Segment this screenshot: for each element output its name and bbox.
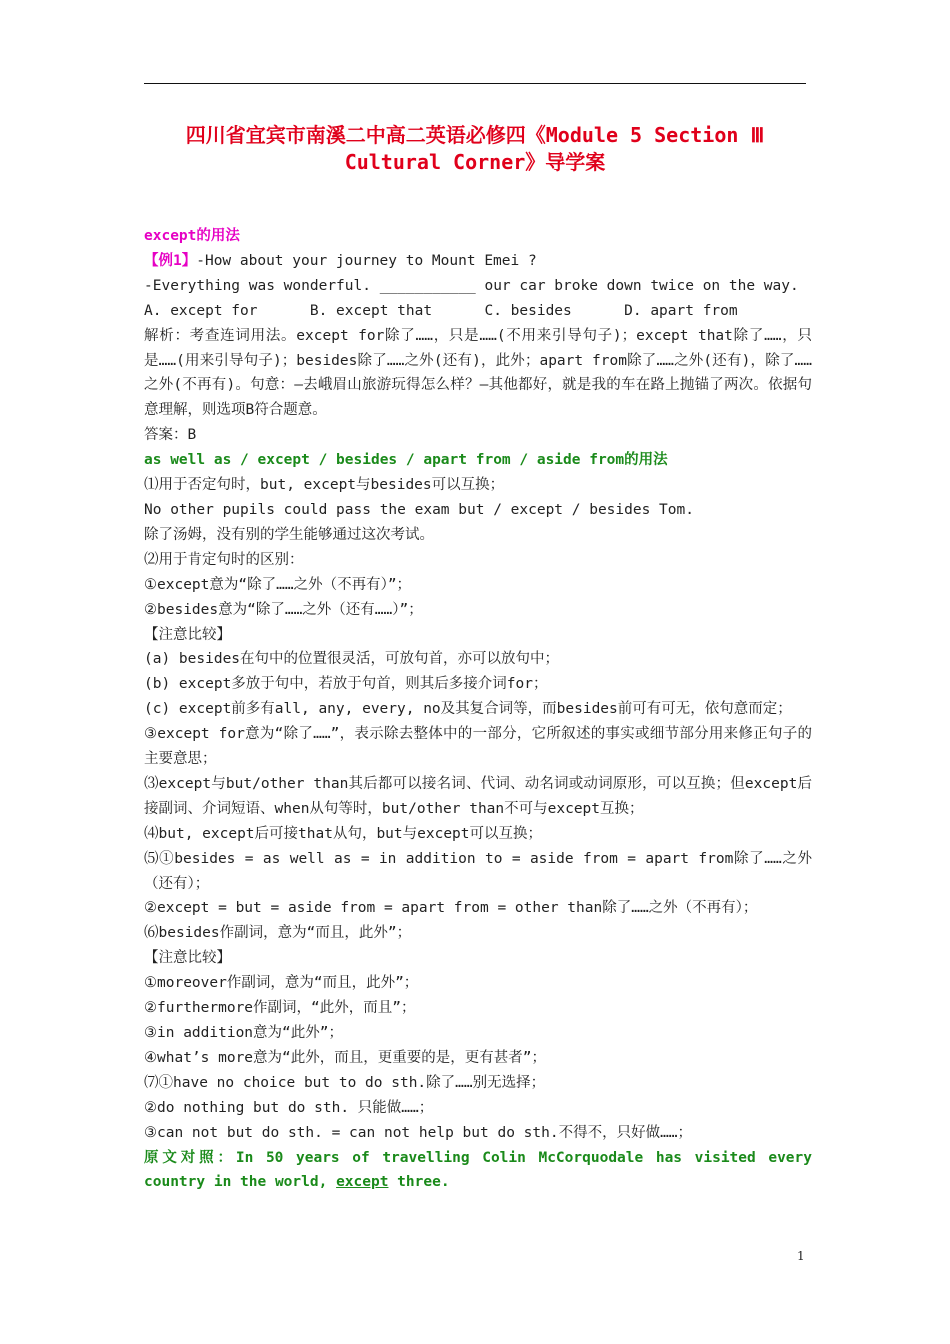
original-text-end: three. [388, 1174, 450, 1191]
header-rule [144, 83, 806, 84]
rule-5-item-1: ⑸①besides = as well as = in addition to = aside from = apart from除了……之外（还有）； [144, 850, 812, 892]
section-heading-except: except的用法 [144, 228, 240, 244]
rule-4: ⑷but, except后可接that从句，but与except可以互换； [144, 825, 543, 842]
title-line-2: Cultural Corner》导学案 [344, 150, 606, 174]
rule-7-item-3: ③can not but do sth. = can not help but do sth.不得不，只好做……； [144, 1124, 693, 1141]
section-heading-usage: as well as / except / besides / apart from / aside from的用法 [144, 452, 668, 469]
compare-item-a: (a) besides在句中的位置很灵活，可放句首，亦可以放句中； [144, 651, 560, 668]
compare-item-c: (c) except前多有all, any, every, no及其复合词等，而besides前可有可无，依句意而定； [144, 701, 792, 718]
compare-heading-2: 【注意比较】 [144, 950, 231, 967]
rule-5-item-2: ②except = but = aside from = apart from = other than除了……之外（不再有）； [144, 900, 758, 917]
rule-2-item-2: ②besides意为“除了……之外（还有……）”； [144, 601, 423, 618]
compare-furthermore: ②furthermore作副词，“此外，而且”； [144, 1000, 416, 1017]
compare-whats-more: ④what’s more意为“此外，而且，更重要的是，更有甚者”； [144, 1049, 546, 1066]
page-number: 1 [797, 1249, 805, 1263]
rule-1: ⑴用于否定句时，but, except与besides可以互换； [144, 477, 505, 494]
rule-1-example: No other pupils could pass the exam but / except / besides Tom. [144, 501, 694, 518]
analysis-paragraph: 解析：考查连词用法。except for除了……，只是……(不用来引导句子)；except that除了……，只是……(用来引导句子)；besides除了……之外(还有)，此外；apart from除了……之外(还有)，除了……之外(不再有)。句意：—去峨眉山旅游玩得怎么样？—其他都好，就是我的车在路上抛锚了两次。依据句意理解，则选项B符合题意。 [144, 327, 812, 419]
example-question-line [144, 249, 812, 274]
example-answer-line: -Everything was wonderful. ___________ our car broke down twice on the way. [144, 277, 799, 294]
compare-item-b: (b) except多放于句中，若放于句首，则其后多接介词for； [144, 676, 548, 693]
example-label: 【例1】 [144, 252, 197, 269]
rule-2-item-1: ①except意为“除了……之外（不再有）”； [144, 576, 412, 593]
original-text-keyword: except [336, 1174, 389, 1191]
compare-heading-1: 【注意比较】 [144, 626, 231, 643]
compare-moreover: ①moreover作副词，意为“而且，此外”； [144, 975, 419, 992]
document-body [144, 224, 812, 1195]
document-title [144, 122, 806, 176]
example-options: A. except for B. except that C. besides D. apart from [144, 302, 738, 319]
answer-line: 答案：B [144, 427, 197, 444]
rule-6: ⑹besides作副词，意为“而且，此外”； [144, 925, 412, 942]
rule-7-item-1: ⑺①have no choice but to do sth.除了……别无选择； [144, 1074, 546, 1091]
rule-2: ⑵用于肯定句时的区别： [144, 551, 304, 568]
example-question: -How about your journey to Mount Emei ? [196, 252, 537, 269]
rule-3: ⑶except与but/other than其后都可以接名词、代词、动名词或动词原形，可以互换；但except后接副词、介词短语、when从句等时，but/other than不可与except互换； [144, 775, 812, 817]
original-text-comparison [144, 1146, 812, 1196]
original-text: 原文对照：In 50 years of travelling Colin McCorquodale has visited every country in the world, [144, 1149, 812, 1191]
rule-2-item-3: ③except for意为“除了……”，表示除去整体中的一部分，它所叙述的事实或细节部分用来修正句子的主要意思； [144, 726, 812, 768]
rule-1-translation: 除了汤姆，没有别的学生能够通过这次考试。 [144, 526, 434, 543]
rule-7-item-2: ②do nothing but do sth. 只能做……； [144, 1099, 434, 1116]
compare-in-addition: ③in addition意为“此外”； [144, 1025, 343, 1041]
title-line-1: 四川省宜宾市南溪二中高二英语必修四《Module 5 Section Ⅲ [185, 123, 765, 147]
